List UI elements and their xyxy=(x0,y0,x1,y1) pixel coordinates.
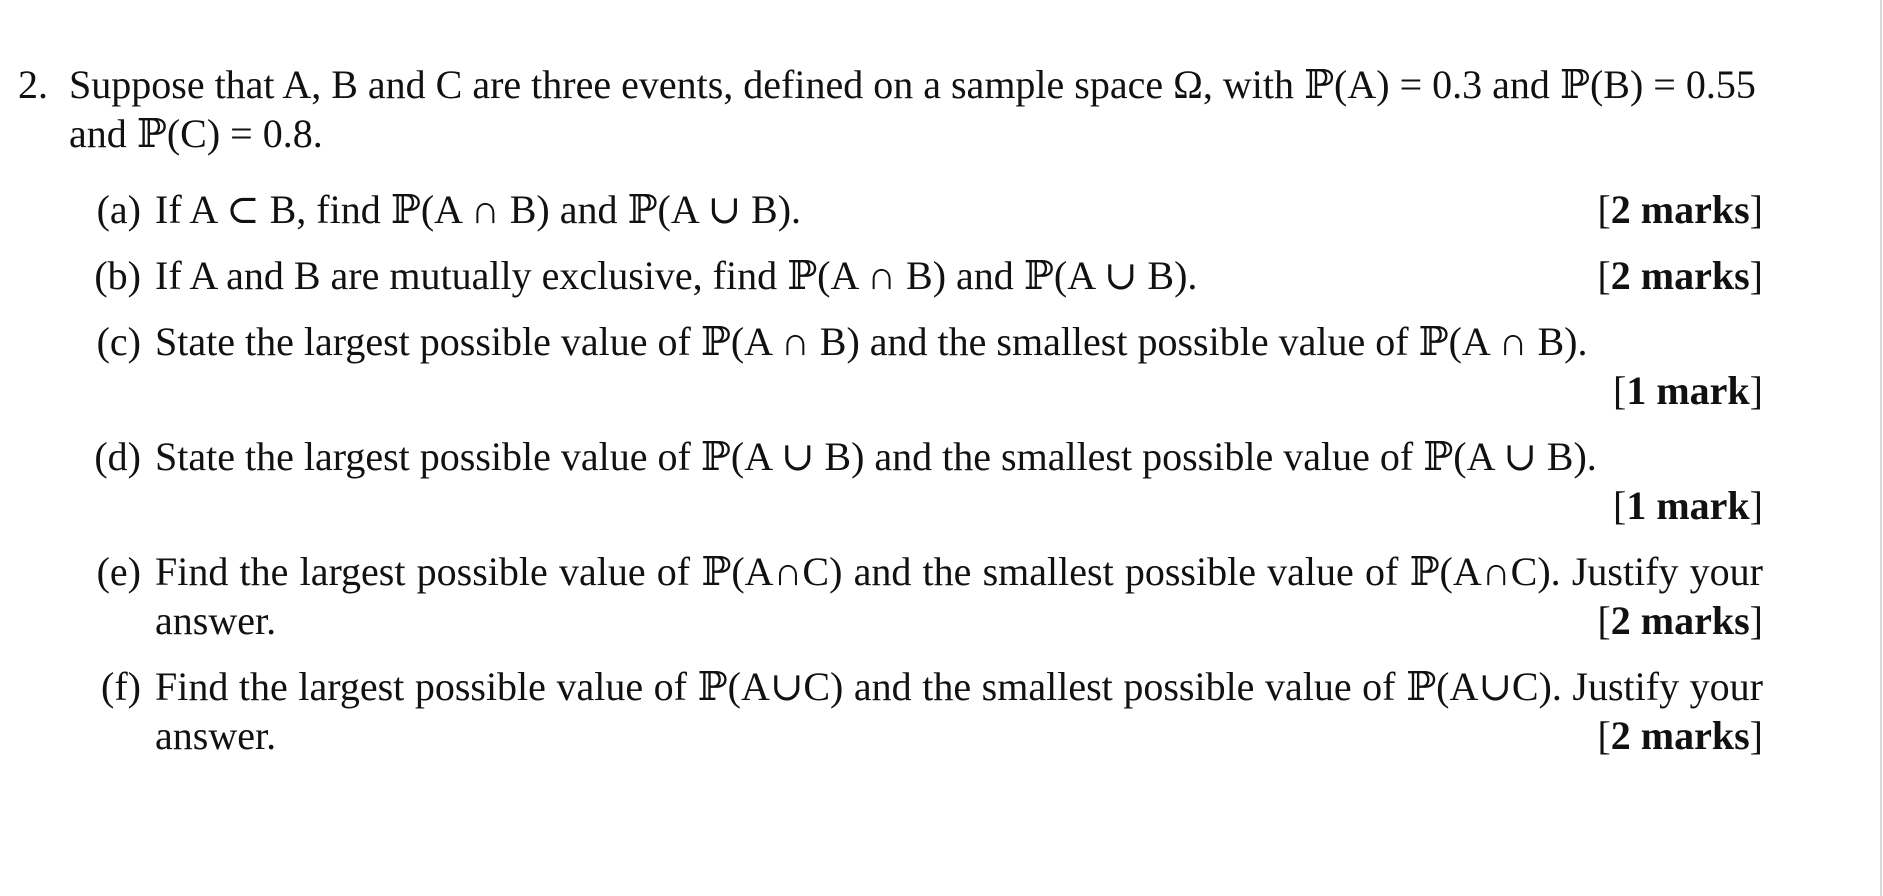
page-edge-divider xyxy=(1880,0,1882,896)
marks-badge: [2 marks] xyxy=(1597,598,1763,643)
part-c xyxy=(18,317,1763,415)
part-e xyxy=(18,547,1763,645)
part-f xyxy=(18,662,1763,760)
part-label: (d) xyxy=(94,434,141,479)
part-text: State the largest possible value of ℙ(A ∩ B) and the smallest possible value of ℙ(A ∩ B). xyxy=(155,319,1588,364)
marks-value: 2 marks xyxy=(1610,187,1750,232)
part-label: (a) xyxy=(96,187,141,232)
part-d xyxy=(18,432,1763,530)
part-b xyxy=(18,251,1763,300)
marks-badge: [2 marks] xyxy=(1597,713,1763,758)
part-body xyxy=(155,251,1763,300)
marks-value: 2 marks xyxy=(1610,253,1750,298)
part-body xyxy=(155,547,1763,645)
part-body xyxy=(155,662,1763,760)
marks-badge: [1 mark] xyxy=(1613,368,1763,413)
marks-badge: [2 marks] xyxy=(1597,253,1763,298)
part-text: State the largest possible value of ℙ(A ∪ B) and the smallest possible value of ℙ(A ∪ B). xyxy=(155,434,1597,479)
marks-badge: [1 mark] xyxy=(1613,483,1763,528)
question-header xyxy=(18,60,1763,158)
part-label: (f) xyxy=(101,664,141,709)
part-text: If A ⊂ B, find ℙ(A ∩ B) and ℙ(A ∪ B). xyxy=(155,187,802,232)
part-a xyxy=(18,185,1763,234)
marks-value: 2 marks xyxy=(1610,598,1750,643)
part-label: (c) xyxy=(96,319,141,364)
part-text: If A and B are mutually exclusive, find ℙ(A ∩ B) and ℙ(A ∪ B). xyxy=(155,253,1198,298)
marks-value: 2 marks xyxy=(1610,713,1750,758)
question-intro: Suppose that A, B and C are three events, defined on a sample space Ω, with ℙ(A) = 0.3 and ℙ(B) = 0.55 and ℙ(C) = 0.8. xyxy=(69,62,1756,156)
part-body xyxy=(155,185,1763,234)
marks-badge: [2 marks] xyxy=(1597,187,1763,232)
part-body xyxy=(155,317,1763,415)
part-label: (b) xyxy=(94,253,141,298)
question-block xyxy=(18,60,1763,777)
part-text-content: Find the largest possible value of ℙ(A∪C) and the smallest possible value of ℙ(A∪C). Justify your answer. xyxy=(155,664,1763,758)
part-text-content: Find the largest possible value of ℙ(A∩C) and the smallest possible value of ℙ(A∩C). Justify your answer. xyxy=(155,549,1763,643)
marks-value: 1 mark xyxy=(1626,368,1750,413)
part-text xyxy=(155,547,1763,645)
marks-value: 1 mark xyxy=(1626,483,1750,528)
part-body xyxy=(155,432,1763,530)
part-text xyxy=(155,662,1763,760)
question-number: 2. xyxy=(18,62,48,107)
question-parts xyxy=(18,185,1763,760)
part-label: (e) xyxy=(96,549,141,594)
